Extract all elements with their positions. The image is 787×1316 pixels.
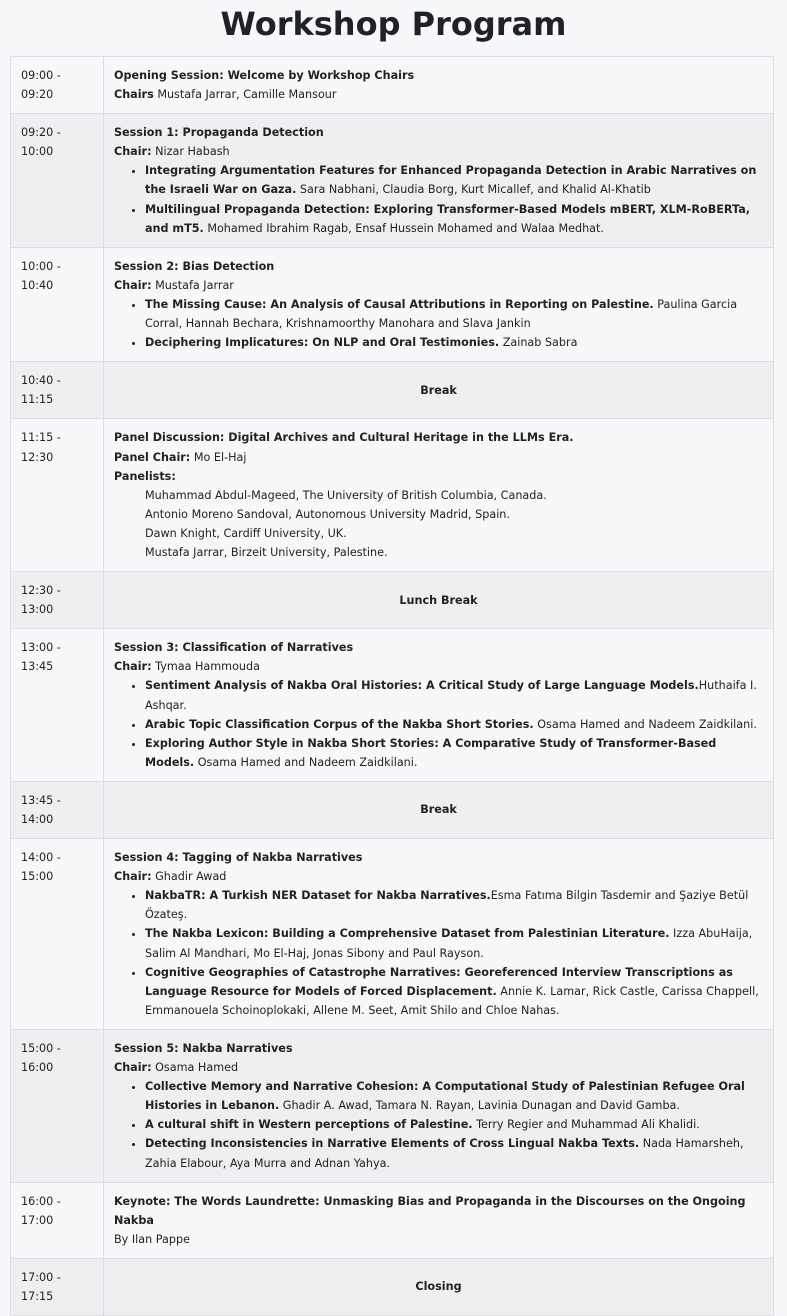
time-slot: 12:30 - 13:00 <box>11 572 104 629</box>
paper-authors: Osama Hamed and Nadeem Zaidkilani. <box>537 717 757 731</box>
chair-label: Chair: <box>114 1061 152 1075</box>
paper-title: Sentiment Analysis of Nakba Oral Histories: A Critical Study of Large Language Models. <box>145 679 699 693</box>
schedule-row <box>11 629 774 782</box>
schedule-row <box>11 247 774 361</box>
chair-name: Mustafa Jarrar, Camille Mansour <box>157 88 337 102</box>
break-label: Closing <box>104 1258 774 1315</box>
chair-name: Mo El-Haj <box>193 450 247 464</box>
session-cell <box>104 629 774 782</box>
time-slot: 13:00 - 13:45 <box>11 629 104 782</box>
keynote-speaker: By Ilan Pappe <box>114 1232 190 1246</box>
paper-authors: Mohamed Ibrahim Ragab, Ensaf Hussein Mohamed and Walaa Medhat. <box>207 221 604 235</box>
schedule-row <box>11 572 774 629</box>
panelist: Muhammad Abdul-Mageed, The University of British Columbia, Canada. <box>145 488 547 502</box>
paper-item <box>145 295 763 333</box>
session-title: Keynote: The Words Laundrette: Unmasking Bias and Propaganda in the Discourses on the Ongoing Nakba <box>114 1194 746 1227</box>
paper-authors: Ghadir A. Awad, Tamara N. Rayan, Lavinia Dunagan and David Gamba. <box>282 1099 680 1113</box>
chair-line <box>114 867 763 886</box>
time-slot: 11:15 - 12:30 <box>11 419 104 572</box>
paper-authors: Sara Nabhani, Claudia Borg, Kurt Micallef, and Khalid Al-Khatib <box>299 183 651 197</box>
program-body <box>11 57 774 1316</box>
paper-title: Arabic Topic Classification Corpus of the Nakba Short Stories. <box>145 717 534 731</box>
paper-authors: Huthaifa I. Ashqar. <box>145 679 757 712</box>
paper-list <box>114 886 763 1020</box>
chair-label: Chair: <box>114 660 152 674</box>
break-label: Break <box>104 781 774 838</box>
session-title: Session 2: Bias Detection <box>114 259 275 273</box>
session-title: Session 5: Nakba Narratives <box>114 1041 293 1055</box>
paper-title: The Missing Cause: An Analysis of Causal Attributions in Reporting on Palestine. <box>145 297 654 311</box>
session-cell <box>104 114 774 248</box>
chair-name: Ghadir Awad <box>155 870 227 884</box>
chair-label: Chair: <box>114 870 152 884</box>
chair-line <box>114 142 763 161</box>
paper-item <box>145 200 763 238</box>
panelist: Mustafa Jarrar, Birzeit University, Palestine. <box>145 545 388 559</box>
chair-line <box>114 85 763 104</box>
time-slot: 17:00 - 17:15 <box>11 1258 104 1315</box>
paper-item <box>145 1134 763 1172</box>
paper-list <box>114 295 763 352</box>
paper-authors: Zainab Sabra <box>502 336 578 350</box>
paper-authors: Terry Regier and Muhammad Ali Khalidi. <box>476 1118 700 1132</box>
schedule-row <box>11 419 774 572</box>
chair-line <box>114 1058 763 1077</box>
paper-title: Collective Memory and Narrative Cohesion: A Computational Study of Palestinian Refugee Oral Histories in Lebanon. <box>145 1080 745 1113</box>
schedule-row <box>11 362 774 419</box>
session-title: Session 1: Propaganda Detection <box>114 126 324 140</box>
session-title: Session 4: Tagging of Nakba Narratives <box>114 851 363 865</box>
paper-title: Integrating Argumentation Features for Enhanced Propaganda Detection in Arabic Narratives on the Israeli War on Gaza. <box>145 164 757 197</box>
break-label: Break <box>104 362 774 419</box>
paper-item <box>145 1077 763 1115</box>
paper-item <box>145 924 763 962</box>
session-title: Panel Discussion: Digital Archives and Cultural Heritage in the LLMs Era. <box>114 431 574 445</box>
chair-line <box>114 276 763 295</box>
chair-name: Mustafa Jarrar <box>155 278 234 292</box>
paper-item <box>145 886 763 924</box>
schedule-row <box>11 114 774 248</box>
paper-item <box>145 161 763 199</box>
chair-label: Chairs <box>114 88 154 102</box>
session-cell <box>104 247 774 361</box>
paper-title: The Nakba Lexicon: Building a Comprehensive Dataset from Palestinian Literature. <box>145 927 670 941</box>
chair-name: Tymaa Hammouda <box>155 660 260 674</box>
schedule-row <box>11 1029 774 1182</box>
paper-title: A cultural shift in Western perceptions of Palestine. <box>145 1118 473 1132</box>
paper-authors: Izza AbuHaija, Salim Al Mandhari, Mo El-Haj, Jonas Sibony and Paul Rayson. <box>145 927 753 960</box>
paper-authors: Annie K. Lamar, Rick Castle, Carissa Chappell, Emmanouela Schoinoplokaki, Allene M. Seet, Amit Shilo and Chloe Nahas. <box>145 984 759 1017</box>
paper-title: Multilingual Propaganda Detection: Exploring Transformer-Based Models mBERT, XLM-RoBERTa, and mT5. <box>145 202 750 235</box>
paper-list <box>114 161 763 237</box>
paper-authors: Paulina Garcia Corral, Hannah Bechara, Krishnamoorthy Manohara and Slava Jankin <box>145 297 738 331</box>
time-slot: 14:00 - 15:00 <box>11 839 104 1030</box>
time-slot: 16:00 - 17:00 <box>11 1182 104 1258</box>
panelists-label: Panelists: <box>114 469 176 483</box>
paper-title: NakbaTR: A Turkish NER Dataset for Nakba Narratives. <box>145 889 491 903</box>
paper-authors: Esma Fatıma Bilgin Tasdemir and Şaziye Betül Özateş. <box>145 889 749 922</box>
paper-list <box>114 1077 763 1172</box>
paper-list <box>114 676 763 771</box>
panelist: Dawn Knight, Cardiff University, UK. <box>145 526 347 540</box>
time-slot: 09:00 - 09:20 <box>11 57 104 114</box>
paper-title: Cognitive Geographies of Catastrophe Narratives: Georeferenced Interview Transcriptions as Language Resource for Models of Forced Displacement. <box>145 965 733 998</box>
program-table <box>10 56 774 1316</box>
session-cell <box>104 1029 774 1182</box>
paper-item <box>145 963 763 1020</box>
session-cell <box>104 839 774 1030</box>
time-slot: 10:40 - 11:15 <box>11 362 104 419</box>
paper-title: Deciphering Implicatures: On NLP and Oral Testimonies. <box>145 336 500 350</box>
schedule-row <box>11 839 774 1030</box>
session-cell <box>104 57 774 114</box>
schedule-row <box>11 781 774 838</box>
session-title: Opening Session: Welcome by Workshop Chairs <box>114 69 415 82</box>
time-slot: 10:00 - 10:40 <box>11 247 104 361</box>
chair-name: Osama Hamed <box>155 1061 239 1075</box>
paper-item <box>145 1115 763 1134</box>
session-title: Session 3: Classification of Narratives <box>114 641 354 655</box>
chair-label: Chair: <box>114 145 152 159</box>
paper-item <box>145 734 763 772</box>
session-cell <box>104 419 774 572</box>
chair-name: Nizar Habash <box>155 145 230 159</box>
paper-item <box>145 676 763 714</box>
chair-line <box>114 657 763 676</box>
chair-line <box>114 448 763 467</box>
schedule-row <box>11 1182 774 1258</box>
paper-item <box>145 333 763 352</box>
break-label: Lunch Break <box>104 572 774 629</box>
paper-item <box>145 715 763 734</box>
time-slot: 13:45 - 14:00 <box>11 781 104 838</box>
chair-label: Panel Chair: <box>114 450 191 464</box>
paper-title: Exploring Author Style in Nakba Short Stories: A Comparative Study of Transformer-Based Models. <box>145 736 717 769</box>
time-slot: 09:20 - 10:00 <box>11 114 104 248</box>
time-slot: 15:00 - 16:00 <box>11 1029 104 1182</box>
paper-authors: Nada Hamarsheh, Zahia Elabour, Aya Murra and Adnan Yahya. <box>145 1137 744 1170</box>
paper-authors: Osama Hamed and Nadeem Zaidkilani. <box>197 755 418 769</box>
session-cell <box>104 1182 774 1258</box>
paper-title: Detecting Inconsistencies in Narrative Elements of Cross Lingual Nakba Texts. <box>145 1137 640 1151</box>
page-title: Workshop Program <box>220 5 567 43</box>
panelist: Antonio Moreno Sandoval, Autonomous University Madrid, Spain. <box>145 507 510 521</box>
chair-label: Chair: <box>114 278 152 292</box>
schedule-row <box>11 1258 774 1315</box>
schedule-row <box>11 57 774 114</box>
